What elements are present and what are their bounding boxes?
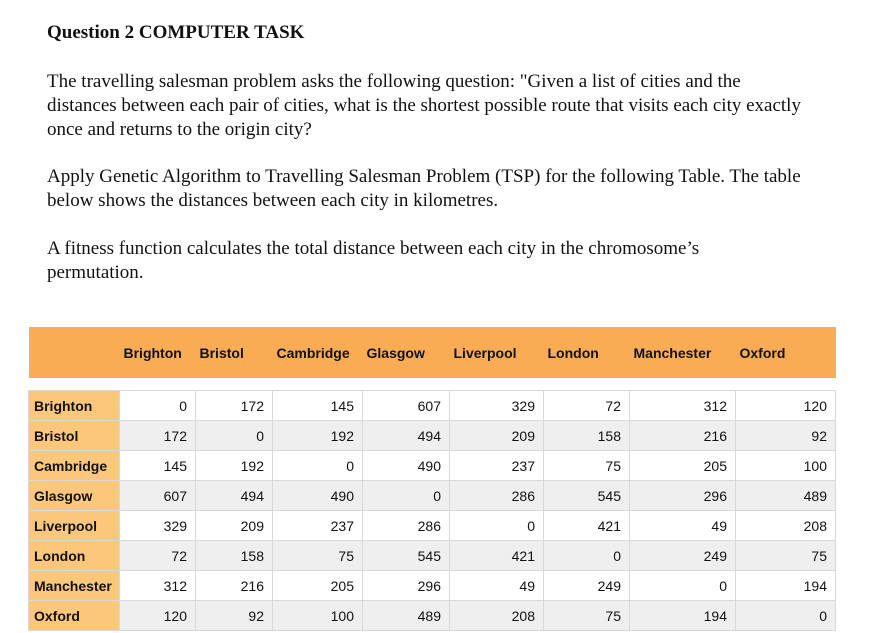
column-header-glasgow: Glasgow	[363, 327, 450, 378]
distance-cell: 312	[120, 571, 196, 601]
distance-cell: 72	[120, 541, 196, 571]
distance-cell: 158	[196, 541, 273, 571]
table-body	[29, 391, 836, 631]
distance-cell: 120	[736, 391, 836, 421]
paragraph-apply-ga	[47, 165, 801, 213]
distance-cell: 192	[273, 421, 363, 451]
distance-cell: 312	[630, 391, 736, 421]
column-header-oxford: Oxford	[736, 327, 836, 378]
distance-cell: 0	[450, 511, 544, 541]
column-header-london: London	[544, 327, 630, 378]
distance-cell: 75	[544, 451, 630, 481]
distance-cell: 216	[196, 571, 273, 601]
distance-cell: 329	[120, 511, 196, 541]
distance-cell: 208	[450, 601, 544, 631]
distance-cell: 545	[363, 541, 450, 571]
table-header-row	[29, 327, 836, 378]
distance-cell: 100	[736, 451, 836, 481]
distance-cell: 490	[273, 481, 363, 511]
distance-cell: 75	[544, 601, 630, 631]
distance-cell: 489	[363, 601, 450, 631]
distance-cell: 0	[196, 421, 273, 451]
distance-cell: 0	[544, 541, 630, 571]
distance-cell: 0	[630, 571, 736, 601]
distance-cell: 158	[544, 421, 630, 451]
table-row	[29, 571, 836, 601]
distance-cell: 0	[736, 601, 836, 631]
distance-cell: 145	[273, 391, 363, 421]
distance-cell: 421	[450, 541, 544, 571]
row-header: Liverpool	[29, 511, 120, 541]
distance-cell: 237	[273, 511, 363, 541]
distance-cell: 192	[196, 451, 273, 481]
row-header: Glasgow	[29, 481, 120, 511]
row-header: Bristol	[29, 421, 120, 451]
distance-cell: 0	[273, 451, 363, 481]
distance-cell: 296	[630, 481, 736, 511]
paragraph-line: Apply Genetic Algorithm to Travelling Salesman Problem (TSP) for the following Table. The table	[47, 166, 801, 187]
distance-cell: 249	[630, 541, 736, 571]
distance-cell: 194	[736, 571, 836, 601]
table-corner-cell	[29, 327, 120, 378]
row-header: Oxford	[29, 601, 120, 631]
row-header: London	[29, 541, 120, 571]
distance-cell: 92	[196, 601, 273, 631]
distance-cell: 329	[450, 391, 544, 421]
distance-cell: 49	[450, 571, 544, 601]
paragraph-line: below shows the distances between each city in kilometres.	[47, 190, 499, 211]
distance-cell: 249	[544, 571, 630, 601]
column-header-bristol: Bristol	[196, 327, 273, 378]
question-heading: Question 2 COMPUTER TASK	[47, 22, 305, 43]
distance-cell: 607	[120, 481, 196, 511]
distance-cell: 607	[363, 391, 450, 421]
paragraph-line: A fitness function calculates the total distance between each city in the chromosome’s	[47, 238, 700, 259]
paragraph-tsp-question	[47, 70, 801, 142]
column-header-liverpool: Liverpool	[450, 327, 544, 378]
spacer-cell	[29, 378, 836, 391]
distance-cell: 92	[736, 421, 836, 451]
distance-table	[28, 327, 836, 631]
distance-cell: 120	[120, 601, 196, 631]
distance-cell: 75	[736, 541, 836, 571]
distance-cell: 75	[273, 541, 363, 571]
column-header-brighton: Brighton	[120, 327, 196, 378]
distance-cell: 494	[196, 481, 273, 511]
paragraph-line: distances between each pair of cities, what is the shortest possible route that visits each city exactly	[47, 95, 801, 116]
table-row	[29, 451, 836, 481]
distance-cell: 490	[363, 451, 450, 481]
table-spacer-row	[29, 378, 836, 391]
paragraph-line: permutation.	[47, 262, 144, 283]
row-header: Cambridge	[29, 451, 120, 481]
distance-cell: 72	[544, 391, 630, 421]
distance-cell: 100	[273, 601, 363, 631]
column-header-cambridge: Cambridge	[273, 327, 363, 378]
table-row	[29, 541, 836, 571]
distance-cell: 208	[736, 511, 836, 541]
table-row	[29, 481, 836, 511]
distance-cell: 209	[450, 421, 544, 451]
distance-cell: 494	[363, 421, 450, 451]
paragraph-line: once and returns to the origin city?	[47, 119, 312, 140]
distance-cell: 172	[120, 421, 196, 451]
paragraph-line: The travelling salesman problem asks the following question: "Given a list of cities and the	[47, 71, 741, 92]
table-row	[29, 421, 836, 451]
distance-cell: 237	[450, 451, 544, 481]
distance-cell: 489	[736, 481, 836, 511]
distance-cell: 545	[544, 481, 630, 511]
distance-cell: 0	[363, 481, 450, 511]
column-header-manchester: Manchester	[630, 327, 736, 378]
table-row	[29, 601, 836, 631]
paragraph-fitness-function	[47, 237, 699, 285]
table-row	[29, 511, 836, 541]
distance-cell: 145	[120, 451, 196, 481]
row-header: Brighton	[29, 391, 120, 421]
row-header: Manchester	[29, 571, 120, 601]
distance-cell: 296	[363, 571, 450, 601]
distance-cell: 194	[630, 601, 736, 631]
distance-cell: 205	[273, 571, 363, 601]
distance-cell: 172	[196, 391, 273, 421]
distance-cell: 421	[544, 511, 630, 541]
distance-cell: 286	[363, 511, 450, 541]
distance-cell: 205	[630, 451, 736, 481]
table-row	[29, 391, 836, 421]
distance-cell: 286	[450, 481, 544, 511]
distance-cell: 49	[630, 511, 736, 541]
distance-cell: 216	[630, 421, 736, 451]
distance-cell: 0	[120, 391, 196, 421]
distance-cell: 209	[196, 511, 273, 541]
